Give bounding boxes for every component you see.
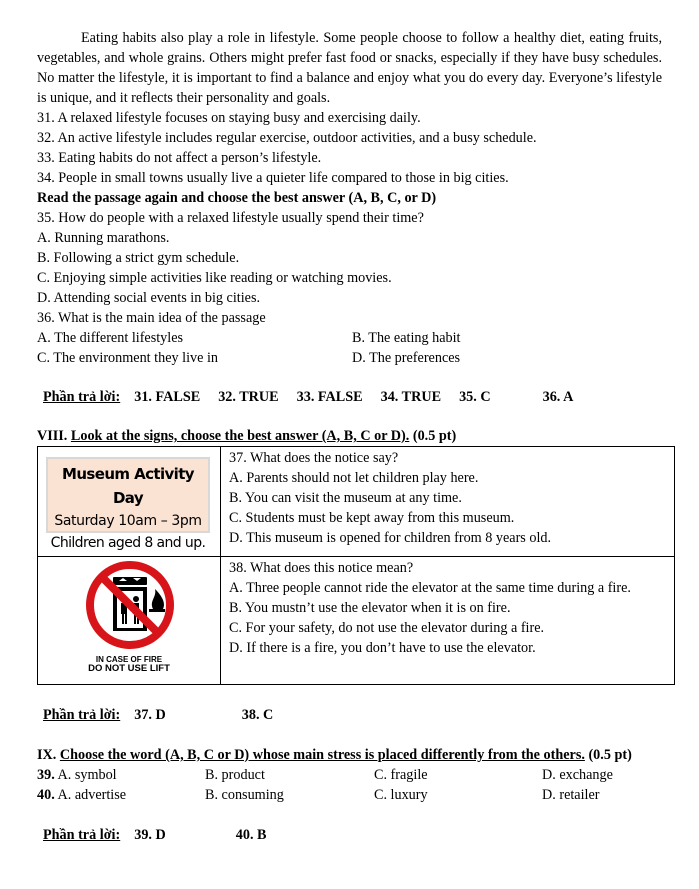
answer-32: 32. TRUE <box>218 389 279 405</box>
q39-option-a: A. symbol <box>57 767 117 783</box>
q37-option-c: C. Students must be kept away from this museum. <box>229 510 515 526</box>
q39-option-c: C. fragile <box>374 767 428 783</box>
question-37: 37. What does the notice say? <box>229 450 399 466</box>
q35-option-d: D. Attending social events in big cities. <box>37 290 261 306</box>
q39-option-b: B. product <box>205 767 265 783</box>
q40-option-d: D. retailer <box>542 787 600 803</box>
answer-37: 37. D <box>134 707 166 723</box>
sign-row-1 <box>38 447 675 557</box>
question-37-cell <box>221 447 675 557</box>
q37-option-b: B. You can visit the museum at any time. <box>229 490 462 506</box>
statement-32: 32. An active lifestyle includes regular exercise, outdoor activities, and a busy schedule. <box>37 130 537 146</box>
q36-option-b: B. The eating habit <box>352 330 461 346</box>
mc-heading: Read the passage again and choose the best answer (A, B, C, or D) <box>37 190 437 206</box>
answer-39: 39. D <box>134 827 166 843</box>
fire-lift-sign <box>38 557 220 683</box>
sign-2-cell <box>38 557 221 685</box>
answer-36: 36. A <box>542 389 574 405</box>
section-8-number: VIII. <box>37 428 68 444</box>
question-40-row <box>37 785 662 805</box>
question-38: 38. What does this notice mean? <box>229 560 414 576</box>
sign-row-2 <box>38 557 675 685</box>
statement-31: 31. A relaxed lifestyle focuses on staying busy and exercising daily. <box>37 110 421 126</box>
q39-option-d: D. exchange <box>542 767 613 783</box>
section-8-points: (0.5 pt) <box>412 428 457 444</box>
answer-label-3: Phần trả lời: <box>43 827 121 843</box>
q36-option-a: A. The different lifestyles <box>37 330 184 346</box>
statement-33: 33. Eating habits do not affect a person’s lifestyle. <box>37 150 322 166</box>
sign-1-time: Saturday 10am – 3pm <box>54 513 202 529</box>
q35-option-c: C. Enjoying simple activities like reading or watching movies. <box>37 270 392 286</box>
sign-2-line-1: IN CASE OF FIRE <box>95 655 163 664</box>
statement-34: 34. People in small towns usually live a quieter life compared to those in big cities. <box>37 170 509 186</box>
q37-option-a: A. Parents should not let children play here. <box>229 470 479 486</box>
q40-option-a: A. advertise <box>57 787 127 803</box>
answer-33: 33. FALSE <box>296 389 363 405</box>
section-8-heading <box>37 426 662 446</box>
q36-option-d: D. The preferences <box>352 350 461 366</box>
section-9-heading <box>37 745 662 765</box>
q38-option-d: D. If there is a fire, you don’t have to use the elevator. <box>229 640 536 656</box>
question-36: 36. What is the main idea of the passage <box>37 310 266 326</box>
reading-passage: Eating habits also play a role in lifestyle. Some people choose to follow a healthy diet, eating fruits, vegetables, and whole grains. Others might prefer fast food or snacks, especially if they have busy schedules. No matter the lifestyle, it is important to find a balance and enjoy what you do every day. Everyone’s lifestyle is unique, and it reflects their personality and goals. <box>37 30 662 106</box>
q38-option-b: B. You mustn’t use the elevator when it is on fire. <box>229 600 511 616</box>
answer-key-1 <box>43 387 662 407</box>
q37-option-d: D. This museum is opened for children from 8 years old. <box>229 530 552 546</box>
sign-1-cell <box>38 447 221 557</box>
sign-2-line-2: DO NOT USE LIFT <box>88 663 170 674</box>
q38-option-c: C. For your safety, do not use the elevator during a fire. <box>229 620 545 636</box>
answer-key-3 <box>43 825 662 845</box>
answer-key-2 <box>43 705 662 725</box>
q36-option-c: C. The environment they live in <box>37 350 218 366</box>
museum-activity-sign <box>46 457 210 551</box>
answer-label: Phần trả lời: <box>43 389 121 405</box>
question-35: 35. How do people with a relaxed lifestyle usually spend their time? <box>37 210 424 226</box>
answer-40: 40. B <box>235 827 267 843</box>
section-8-title: Look at the signs, choose the best answer (A, B, C or D). <box>70 428 410 444</box>
worksheet-page <box>37 28 662 845</box>
q38-option-a: A. Three people cannot ride the elevator at the same time during a fire. <box>229 580 631 596</box>
no-lift-in-fire-icon <box>38 557 220 657</box>
q36-options-row-2 <box>37 348 662 368</box>
section-9-title: Choose the word (A, B, C or D) whose main stress is placed differently from the others. <box>59 747 585 763</box>
question-38-cell <box>221 557 675 685</box>
q40-option-b: B. consuming <box>205 787 284 803</box>
q35-option-b: B. Following a strict gym schedule. <box>37 250 240 266</box>
section-9-number: IX. <box>37 747 57 763</box>
answer-31: 31. FALSE <box>134 389 201 405</box>
question-39-row <box>37 765 662 785</box>
sign-1-title: Museum Activity Day <box>62 465 194 507</box>
q36-options-row-1 <box>37 328 662 348</box>
section-9-points: (0.5 pt) <box>588 747 632 763</box>
answer-38: 38. C <box>241 707 274 723</box>
q35-option-a: A. Running marathons. <box>37 230 170 246</box>
answer-35: 35. C <box>459 389 491 405</box>
answer-34: 34. TRUE <box>380 389 442 405</box>
sign-1-age: Children aged 8 and up. <box>50 535 206 551</box>
answer-label-2: Phần trả lời: <box>43 707 121 723</box>
q39-number: 39. <box>37 767 55 783</box>
q40-number: 40. <box>37 787 55 803</box>
signs-table <box>37 446 675 685</box>
q40-option-c: C. luxury <box>374 787 428 803</box>
